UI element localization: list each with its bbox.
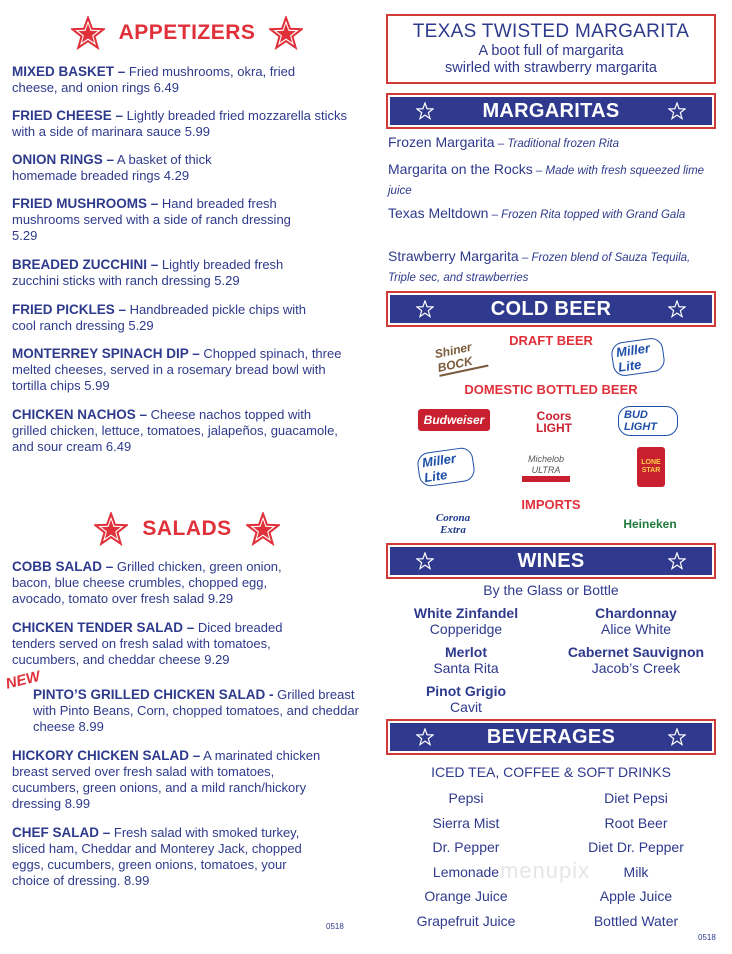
item-name: COBB SALAD – [12, 559, 114, 574]
menu-item-mixed-basket [12, 64, 302, 96]
shiner-logo [433, 339, 486, 375]
wine-maker: Alice White [600, 621, 672, 637]
margarita-desc: – Frozen blend of Sauza Tequila, Triple sec, and strawberries [388, 252, 691, 284]
appetizers-title: APPETIZERS [118, 21, 256, 44]
margarita-name: Texas Meltdown [388, 205, 489, 221]
shiner-text: Shiner BOCK [433, 337, 488, 377]
margarita-item [388, 204, 714, 224]
beverage-item: Bottled Water [593, 913, 679, 929]
item-name: BREADED ZUCCHINI – [12, 257, 159, 272]
margarita-name: Strawberry Margarita [388, 248, 519, 264]
wine-item [386, 605, 546, 637]
domestic-beer-label: DOMESTIC BOTTLED BEER [464, 382, 638, 397]
item-name: FRIED MUSHROOMS – [12, 196, 159, 211]
wines-banner [386, 543, 716, 579]
margaritas-title: MARGARITAS [482, 99, 620, 122]
item-desc: A marinated chicken breast served over fresh salad with tomatoes, cucumbers, green onions, and a mild ranch/hickory dressing 8.99 [12, 748, 321, 811]
margarita-item [388, 247, 714, 287]
wine-name: Merlot [445, 644, 487, 660]
menu-item-pintos-salad [33, 687, 363, 735]
coors-text: Coors LIGHT [536, 409, 572, 435]
miller-lite-logo [612, 340, 664, 375]
corona-logo [422, 508, 484, 540]
item-name: CHEF SALAD – [12, 825, 111, 840]
margarita-desc: – Frozen Rita topped with Grand Gala [488, 209, 686, 221]
item-desc: A basket of thick homemade breaded rings 4.29 [12, 152, 212, 183]
star-icon [269, 16, 303, 50]
wine-item [386, 683, 546, 715]
beverage-item: Lemonade [432, 864, 500, 880]
twisted-line-2: swirled with strawberry margarita [445, 60, 657, 76]
item-desc: Handbreaded pickle chips with cool ranch dressing 5.29 [12, 302, 306, 333]
beverage-item: Orange Juice [424, 888, 508, 904]
item-desc: Cheese nachos topped with grilled chicken, lettuce, tomatoes, jalapeños, guacamole, and sour cream 6.49 [12, 407, 338, 454]
star-icon [416, 728, 434, 746]
star-icon [71, 16, 105, 50]
budweiser-text: Budweiser [418, 409, 491, 431]
menu-item-onion-rings [12, 152, 252, 184]
wine-maker: Cavit [450, 699, 482, 715]
heineken-text: Heineken [623, 517, 677, 531]
item-name: CHICKEN NACHOS – [12, 407, 148, 422]
wine-maker: Copperidge [429, 621, 503, 637]
page-code: 0518 [698, 933, 716, 942]
star-icon [668, 552, 686, 570]
beverage-item: Diet Dr. Pepper [588, 839, 684, 855]
budweiser-logo [416, 405, 492, 435]
item-desc: Fresh salad with smoked turkey, sliced ham, Cheddar and Monterey Jack, chopped eggs, cucumbers, green onions, tomatoes, your choice of dressing. 8.99 [12, 825, 302, 888]
menu-item-breaded-zucchini [12, 257, 322, 289]
wines-title: WINES [517, 549, 585, 572]
item-name: FRIED CHEESE – [12, 108, 124, 123]
beverage-item: Grapefruit Juice [416, 913, 516, 929]
texas-twisted-box [386, 14, 716, 84]
item-name: FRIED PICKLES – [12, 302, 127, 317]
salads-title: SALADS [142, 517, 232, 540]
item-desc: Hand breaded fresh mushrooms served with a side of ranch dressing 5.29 [12, 196, 291, 243]
wine-item [556, 644, 716, 676]
item-desc: Diced breaded tenders served on fresh salad with tomatoes, cucumbers, and cheddar cheese 9.29 [12, 620, 283, 667]
beverages-heading: ICED TEA, COFFEE & SOFT DRINKS [431, 764, 671, 780]
watermark: menupix [500, 858, 591, 883]
item-desc: Chopped spinach, three melted cheeses, served in a rosemary bread bowl with tortilla chips 5.99 [12, 346, 342, 393]
menu-item-fried-mushrooms [12, 196, 312, 244]
lone-star-logo [637, 447, 665, 487]
margarita-name: Frozen Margarita [388, 134, 495, 150]
wines-intro: By the Glass or Bottle [483, 582, 619, 598]
beverage-item: Root Beer [604, 815, 668, 831]
margaritas-banner [386, 93, 716, 129]
michelob-text: Michelob ULTRA [522, 454, 570, 482]
menu-item-chef-salad [12, 825, 322, 889]
beverage-item: Milk [623, 864, 649, 880]
bud-light-text: BUD LIGHT [618, 406, 678, 436]
beverage-item: Apple Juice [599, 888, 673, 904]
cold-beer-banner [386, 291, 716, 327]
margarita-name: Margarita on the Rocks [388, 161, 533, 177]
star-icon [416, 102, 434, 120]
miller-lite-text: Miller Lite [416, 446, 476, 487]
item-name: HICKORY CHICKEN SALAD – [12, 748, 201, 763]
draft-beer-label: DRAFT BEER [509, 333, 593, 348]
beverage-item: Diet Pepsi [604, 790, 668, 806]
star-icon [416, 552, 434, 570]
beverage-item: Pepsi [448, 790, 484, 806]
item-name: ONION RINGS – [12, 152, 115, 167]
item-desc: Grilled breast with Pinto Beans, Corn, chopped tomatoes, and cheddar cheese 8.99 [33, 687, 359, 734]
star-icon [668, 300, 686, 318]
menu-item-chicken-tender-salad [12, 620, 312, 668]
margarita-item [388, 133, 714, 153]
wine-item [386, 644, 546, 676]
menu-item-cobb-salad [12, 559, 312, 607]
item-desc: Fried mushrooms, okra, fried cheese, and onion rings 6.49 [12, 64, 296, 95]
wine-item [556, 605, 716, 637]
twisted-line-1: A boot full of margarita [478, 43, 624, 59]
star-icon [416, 300, 434, 318]
appetizers-header [12, 16, 362, 50]
beverages-title: BEVERAGES [486, 725, 616, 748]
salads-header [12, 512, 362, 546]
wine-maker: Jacob’s Creek [591, 660, 681, 676]
wine-name: Chardonnay [595, 605, 677, 621]
star-icon [668, 728, 686, 746]
wine-name: Cabernet Sauvignon [567, 644, 705, 660]
menu-item-fried-cheese [12, 108, 352, 140]
wine-name: Pinot Grigio [425, 683, 507, 699]
cold-beer-title: COLD BEER [490, 297, 612, 320]
new-badge: NEW [3, 667, 43, 693]
margarita-item [388, 160, 714, 200]
item-desc: Grilled chicken, green onion, bacon, blue cheese crumbles, chopped egg, avocado, tomato over fresh salad 9.29 [12, 559, 282, 606]
wine-maker: Santa Rita [433, 660, 499, 676]
menu-item-fried-pickles [12, 302, 312, 334]
bud-light-logo [618, 407, 678, 435]
miller-lite-text: Miller Lite [610, 337, 666, 378]
item-desc: Lightly breaded fresh zucchini sticks with ranch dressing 5.29 [12, 257, 284, 288]
menu-item-spinach-dip [12, 346, 342, 394]
margarita-desc: – Made with fresh squeezed lime juice [388, 165, 705, 197]
wine-name: White Zinfandel [413, 605, 519, 621]
item-name: MONTERREY SPINACH DIP – [12, 346, 200, 361]
star-icon [94, 512, 128, 546]
margarita-desc: – Traditional frozen Rita [494, 138, 620, 150]
miller-lite-logo [418, 450, 474, 484]
star-icon [246, 512, 280, 546]
coors-logo [526, 405, 582, 439]
item-name: MIXED BASKET – [12, 64, 126, 79]
beverages-banner [386, 719, 716, 755]
menu-item-hickory-salad [12, 748, 342, 812]
page-code: 0518 [326, 922, 344, 931]
beverage-item: Sierra Mist [432, 815, 500, 831]
item-name: CHICKEN TENDER SALAD – [12, 620, 195, 635]
corona-text: Corona Extra [435, 512, 471, 536]
item-desc: Lightly breaded fried mozzarella sticks with a side of marinara sauce 5.99 [12, 108, 348, 139]
michelob-logo [522, 446, 570, 490]
twisted-title: TEXAS TWISTED MARGARITA [412, 21, 690, 42]
lone-star-text: LONE STAR [641, 459, 661, 474]
heineken-logo [614, 508, 686, 540]
imports-label: IMPORTS [521, 497, 581, 512]
star-icon [668, 102, 686, 120]
item-name: PINTO’S GRILLED CHICKEN SALAD - [33, 687, 274, 702]
beverage-item: Dr. Pepper [432, 839, 500, 855]
menu-item-chicken-nachos [12, 407, 342, 455]
